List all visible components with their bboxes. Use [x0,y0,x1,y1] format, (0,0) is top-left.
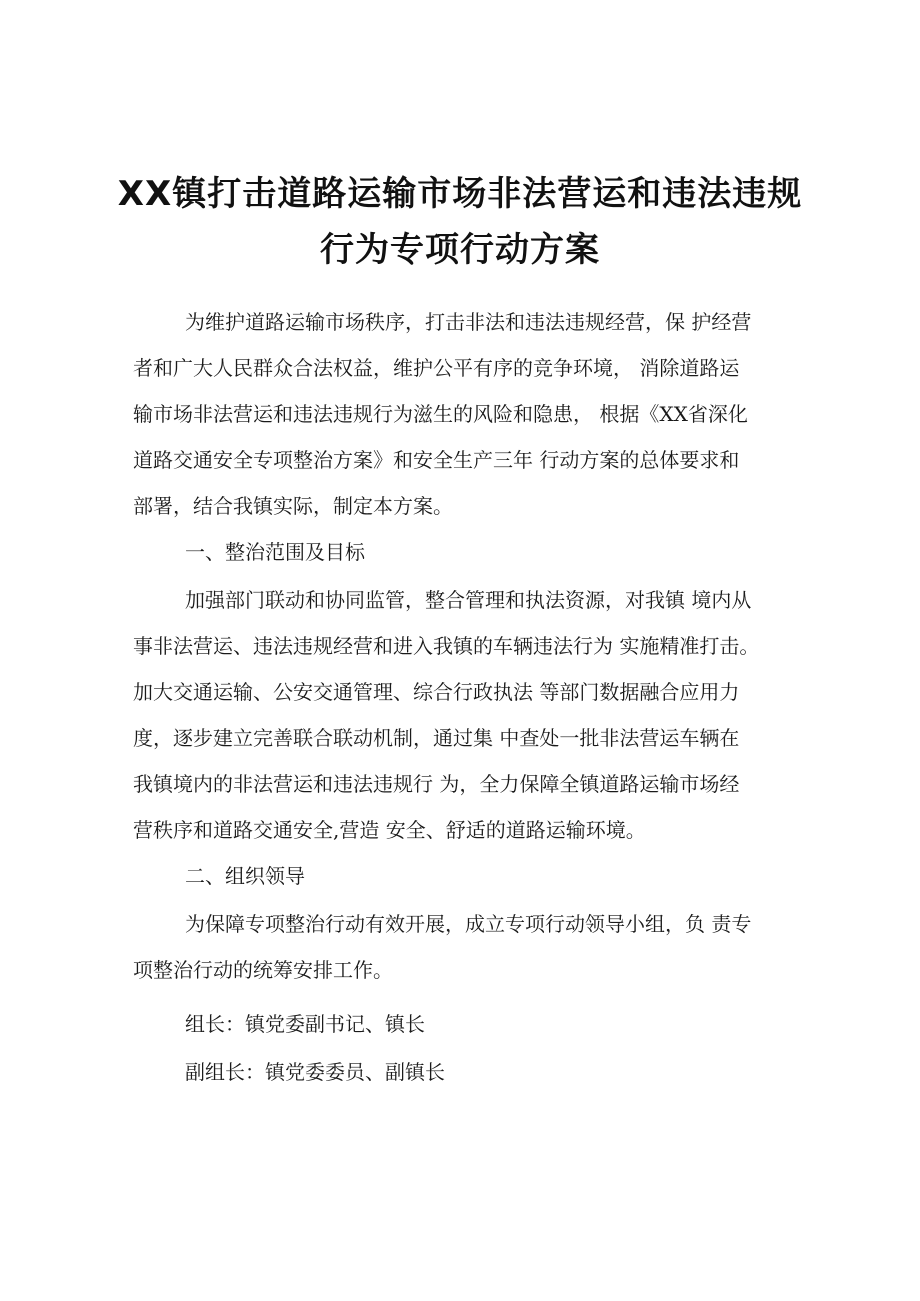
section-heading-1: 一、整治范围及目标 [185,540,365,564]
section-heading-2: 二、组织领导 [185,864,305,888]
paragraph-2-line-1: 加强部门联动和协同监管，整合管理和执法资源，对我镇 境内从 [185,588,752,612]
paragraph-2-line-3: 加大交通运输、公安交通管理、综合行政执法 等部门数据融合应用力 [133,680,740,704]
team-leader-line: 组长：镇党委副书记、镇长 [185,1012,425,1036]
paragraph-2-line-4: 度，逐步建立完善联合联动机制，通过集 中查处一批非法营运车辆在 [133,726,740,750]
deputy-team-leader-line: 副组长：镇党委委员、副镇长 [185,1060,445,1084]
paragraph-1-line-4: 道路交通安全专项整治方案》和安全生产三年 行动方案的总体要求和 [133,448,740,472]
paragraph-1-line-1: 为维护道路运输市场秩序，打击非法和违法违规经营，保 护经营 [185,310,752,334]
paragraph-2-line-2: 事非法营运、违法违规经营和进入我镇的车辆违法行为 实施精准打击。 [133,634,760,658]
paragraph-1-line-3: 输市场非法营运和违法违规行为滋生的风险和隐患， 根据《XX省深化 [133,402,748,426]
paragraph-1-line-5: 部署，结合我镇实际，制定本方案。 [133,494,453,518]
paragraph-2-line-6: 营秩序和道路交通安全,营造 安全、舒适的道路运输环境。 [133,818,646,842]
paragraph-2-line-5: 我镇境内的非法营运和违法违规行 为，全力保障全镇道路运输市场经 [133,772,740,796]
paragraph-3-line-1: 为保障专项整治行动有效开展，成立专项行动领导小组，负 责专 [185,912,752,936]
document-title-line-1: XX镇打击道路运输市场非法营运和违法违规 [117,174,803,214]
paragraph-1-line-2: 者和广大人民群众合法权益，维护公平有序的竞争环境， 消除道路运 [133,356,740,380]
document-title-line-2: 行为专项行动方案 [320,230,600,270]
paragraph-3-line-2: 项整治行动的统筹安排工作。 [133,958,393,982]
